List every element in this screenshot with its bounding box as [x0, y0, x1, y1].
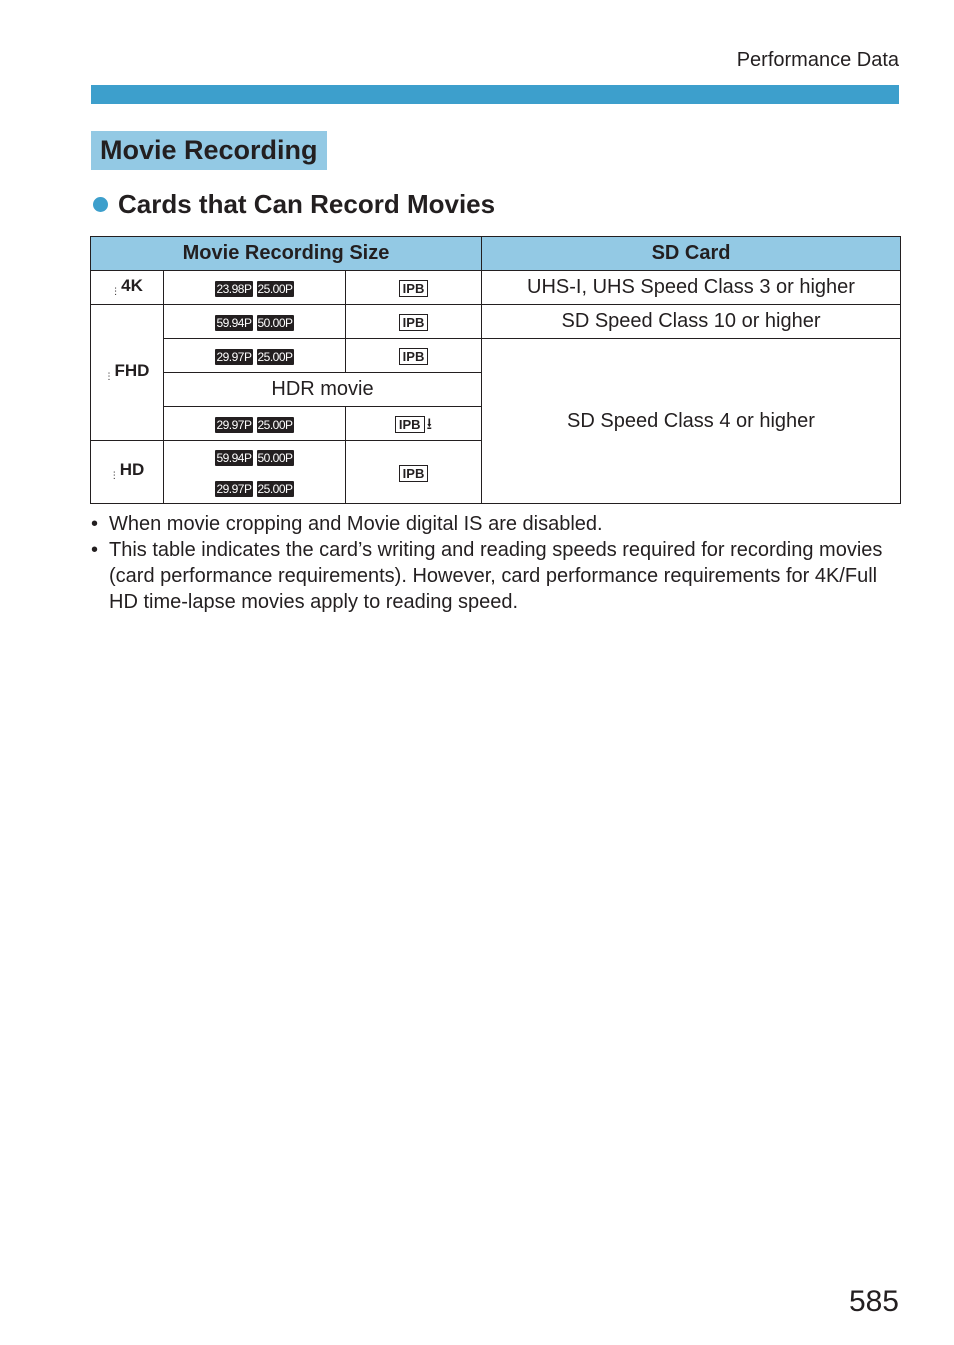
- frame-rate-icon: 59.94P: [216, 316, 252, 330]
- section-title: Movie Recording: [91, 131, 327, 170]
- ipb-icon: IPB: [399, 314, 429, 331]
- frame-rate-icon: 50.00P: [257, 451, 293, 465]
- size-cell-4k: [91, 271, 164, 305]
- card-cell: UHS-I, UHS Speed Class 3 or higher: [482, 271, 901, 305]
- header-bar: [91, 85, 899, 104]
- movie-size-hd-icon: ⋮ HD: [109, 460, 145, 480]
- card-requirements-table: [90, 236, 901, 504]
- running-header: Performance Data: [736, 49, 899, 71]
- frame-rate-icon: 25.00P: [257, 482, 293, 496]
- compression-cell: [346, 441, 482, 504]
- compression-cell: [346, 339, 482, 373]
- frame-rate-icon: 25.00P: [257, 418, 293, 432]
- subsection-title: Cards that Can Record Movies: [118, 189, 496, 219]
- frame-rate-icon: 50.00P: [257, 316, 293, 330]
- col-header-size: Movie Recording Size: [91, 237, 482, 271]
- ipb-icon: IPB: [399, 465, 429, 482]
- compression-cell: [346, 305, 482, 339]
- frame-rate-cell: [164, 441, 346, 504]
- download-icon: ⭳: [426, 416, 433, 433]
- compression-cell: [346, 407, 482, 441]
- page-number: 585: [848, 1285, 899, 1318]
- table-row: [91, 305, 901, 339]
- bullet-dot-icon: [93, 197, 108, 212]
- frame-rate-cell: [164, 339, 346, 373]
- size-cell-fhd: [91, 305, 164, 441]
- table-row: [91, 271, 901, 305]
- frame-rate-icon: 29.97P: [216, 418, 252, 432]
- size-cell-hd: [91, 441, 164, 504]
- card-cell: SD Speed Class 10 or higher: [482, 305, 901, 339]
- list-item: • This table indicates the card’s writing and reading speeds required for recording movies (card performance requirements). However, card performance requirements for 4K/Full HD time-lapse movies apply to reading speed.: [91, 539, 883, 613]
- ipb-light-icon: IPB: [395, 416, 425, 433]
- frame-rate-cell: [164, 305, 346, 339]
- compression-cell: [346, 271, 482, 305]
- frame-rate-icon: 59.94P: [216, 451, 252, 465]
- movie-size-fhd-icon: ⋮ FHD: [104, 360, 150, 381]
- frame-rate-cell: [164, 407, 346, 441]
- movie-size-4k-icon: ⋮ 4K: [111, 275, 143, 296]
- notes-list: [91, 511, 891, 615]
- ipb-icon: IPB: [399, 348, 429, 365]
- frame-rate-icon: 29.97P: [216, 350, 252, 364]
- ipb-icon: IPB: [399, 280, 429, 297]
- frame-rate-icon: 23.98P: [216, 282, 252, 296]
- hdr-movie-cell: HDR movie: [164, 373, 482, 407]
- frame-rate-icon: 25.00P: [257, 350, 293, 364]
- list-item: • When movie cropping and Movie digital IS are disabled.: [91, 513, 603, 535]
- frame-rate-cell: [164, 271, 346, 305]
- table-header-row: [91, 237, 901, 271]
- table-row: [91, 339, 901, 373]
- frame-rate-icon: 25.00P: [257, 282, 293, 296]
- subsection-heading: [93, 189, 495, 220]
- frame-rate-icon: 29.97P: [216, 482, 252, 496]
- col-header-card: SD Card: [482, 237, 901, 271]
- card-cell: SD Speed Class 4 or higher: [482, 339, 901, 504]
